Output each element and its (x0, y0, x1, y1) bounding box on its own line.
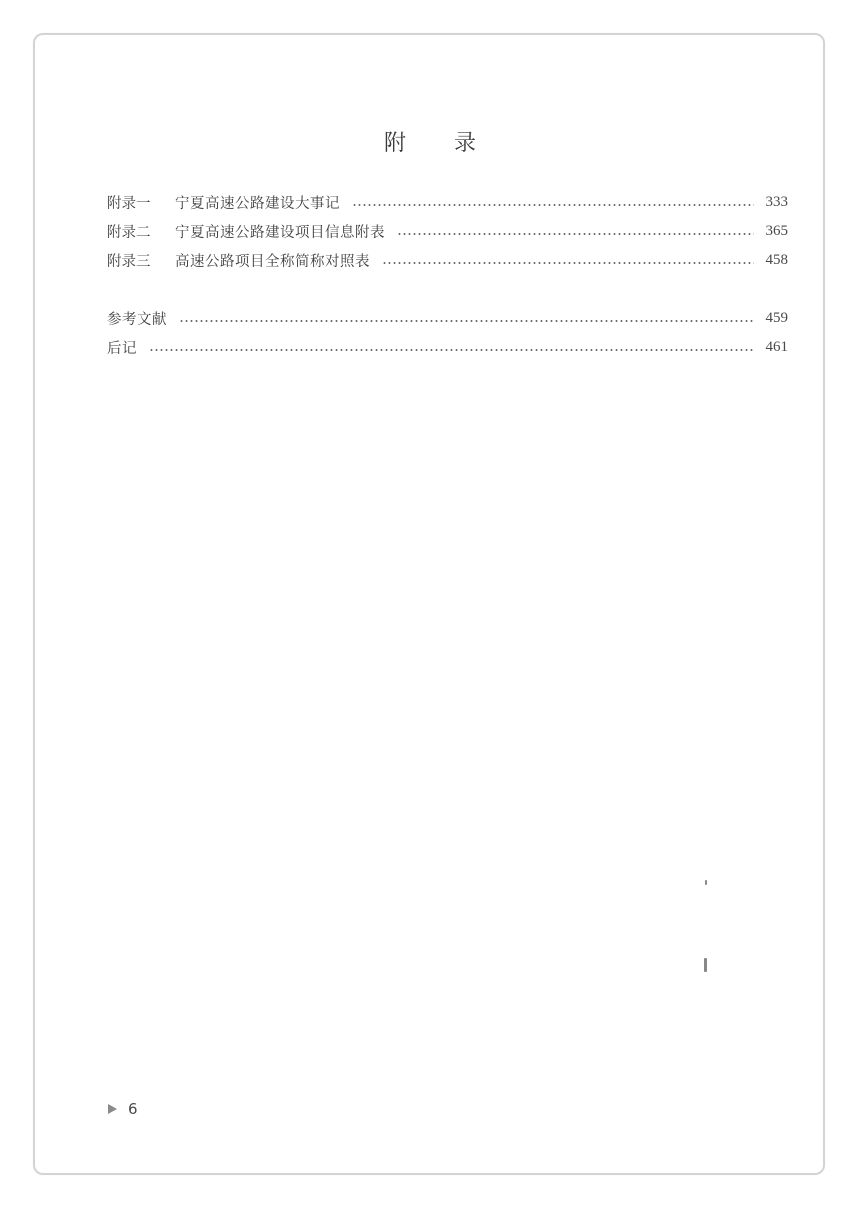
toc-entry-label: 宁夏高速公路建设大事记 (175, 195, 340, 212)
dot-leader (352, 195, 754, 209)
toc-entry-appendix-1[interactable] (107, 191, 788, 213)
page-title-char-1: 附 (383, 131, 406, 156)
toc-entry-prefix: 附录二 (107, 224, 151, 241)
toc-entry-prefix: 附录三 (107, 253, 151, 270)
page-title-char-2: 录 (454, 131, 477, 156)
toc-entry-appendix-3[interactable] (107, 249, 788, 271)
page-number: 6 (128, 1100, 138, 1118)
toc-entry-afterword[interactable] (107, 336, 788, 358)
page-footer (108, 1100, 138, 1118)
page-title (0, 128, 860, 160)
toc-entry-page: 365 (765, 222, 788, 239)
toc-entry-label: 高速公路项目全称简称对照表 (175, 253, 370, 270)
dot-leader (382, 253, 754, 267)
toc-entry-page: 461 (765, 338, 788, 355)
dot-leader (397, 224, 754, 238)
toc-entry-prefix: 附录一 (107, 195, 151, 212)
scan-speck (705, 880, 707, 885)
scan-speck (704, 958, 707, 972)
play-triangle-icon (108, 1104, 117, 1114)
toc-entry-page: 333 (765, 193, 788, 210)
toc-entry-page: 459 (765, 309, 788, 326)
toc-entry-label: 后记 (107, 340, 137, 357)
toc-entry-appendix-2[interactable] (107, 220, 788, 242)
toc-entry-page: 458 (765, 251, 788, 268)
toc-entry-label: 宁夏高速公路建设项目信息附表 (175, 224, 385, 241)
dot-leader (149, 340, 754, 354)
toc-entry-references[interactable] (107, 307, 788, 329)
toc-entry-label: 参考文献 (107, 311, 167, 328)
dot-leader (179, 311, 754, 325)
